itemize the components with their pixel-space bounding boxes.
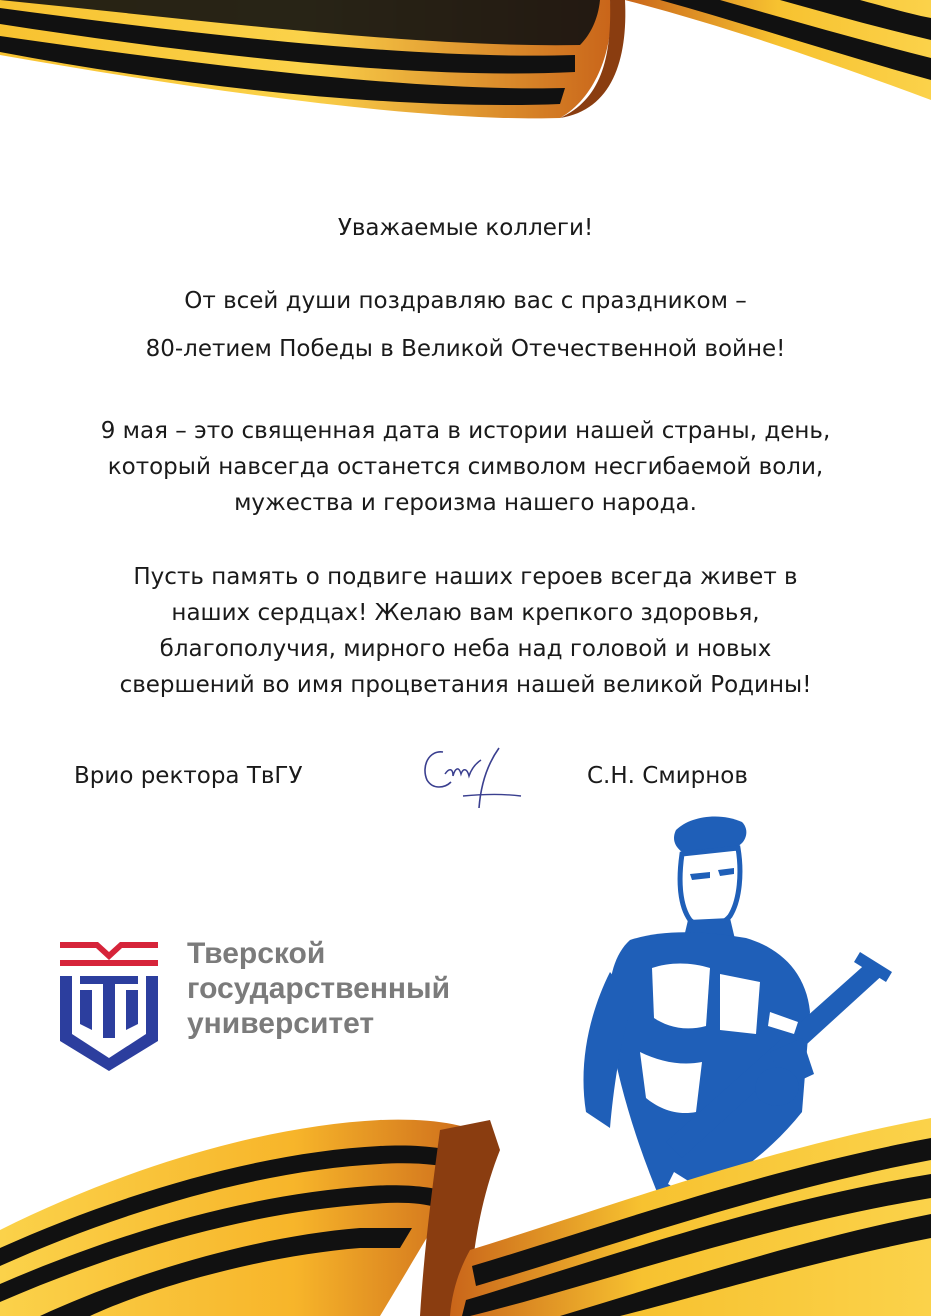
signatory-position: Врио ректора ТвГУ: [74, 763, 303, 789]
paragraph-2-line-2: который навсегда останется символом несгибаемой воли,: [107, 454, 824, 480]
paragraph-3-line-2: наших сердцах! Желаю вам крепкого здоровья,: [171, 600, 760, 626]
handwritten-signature: [415, 738, 530, 818]
paragraph-1-line-1: От всей души поздравляю вас с праздником –: [184, 288, 747, 314]
university-name-line-1: Тверской: [187, 937, 326, 970]
top-ribbon: [0, 0, 931, 130]
paragraph-3-line-4: свершений во имя процветания нашей великой Родины!: [119, 672, 812, 698]
university-name-line-3: университет: [187, 1007, 375, 1040]
paragraph-3-line-1: Пусть память о подвиге наших героев всегда живет в: [133, 564, 798, 590]
paragraph-2-line-3: мужества и героизма нашего народа.: [234, 490, 697, 516]
paragraph-3-line-3: благополучия, мирного неба над головой и новых: [159, 636, 772, 662]
university-name-line-2: государственный: [187, 972, 451, 1005]
university-name: [187, 936, 450, 1041]
bottom-ribbon: [0, 1090, 931, 1316]
paragraph-1-line-2: 80-летием Победы в Великой Отечественной войне!: [145, 336, 786, 362]
university-logo-icon: [58, 938, 160, 1072]
greeting: Уважаемые коллеги!: [337, 215, 594, 241]
signatory-name: С.Н. Смирнов: [587, 763, 748, 789]
paragraph-2-line-1: 9 мая – это священная дата в истории нашей страны, день,: [100, 418, 831, 444]
